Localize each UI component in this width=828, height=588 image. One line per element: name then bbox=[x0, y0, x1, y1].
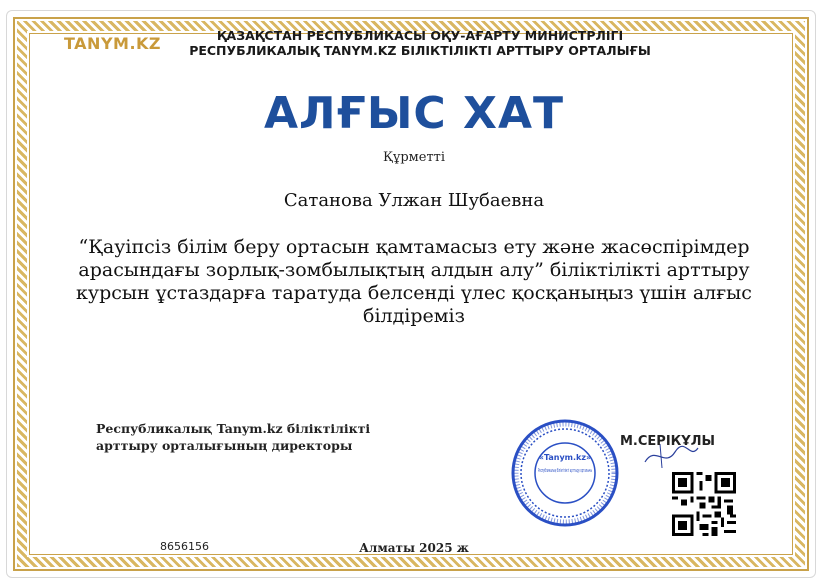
qr-code-icon bbox=[672, 472, 736, 536]
city-year: Алматы 2025 ж bbox=[359, 541, 469, 555]
certificate-title: АЛҒЫС ХАТ bbox=[263, 88, 565, 139]
serial-number: 8656156 bbox=[160, 540, 209, 553]
signer-position bbox=[96, 420, 416, 454]
tanym-logo: TANYM.KZ bbox=[64, 34, 162, 53]
ministry-header bbox=[150, 28, 690, 58]
director-name: М.СЕРІКҰЛЫ bbox=[620, 434, 715, 449]
signer-line-1: Республикалық Tanym.kz біліктілікті bbox=[96, 421, 371, 436]
official-seal-icon bbox=[510, 418, 620, 528]
recipient-name: Сатанова Улжан Шубаевна bbox=[283, 190, 545, 211]
seal-caption: Республикалық біліктілікті арттыру орталығы bbox=[538, 468, 593, 474]
seal-center-text: «Tanym.kz» bbox=[538, 453, 592, 462]
ministry-line-1: ҚАЗАҚСТАН РЕСПУБЛИКАСЫ ОҚУ-АҒАРТУ МИНИСТРЛІГІ bbox=[216, 28, 624, 43]
respect-salutation: Құрметті bbox=[382, 150, 446, 165]
signer-line-2: арттыру орталығының директоры bbox=[96, 438, 353, 453]
gratitude-text: “Қауіпсіз білім беру ортасын қамтамасыз ету және жасөспірімдер арасындағы зорлық-зомбылықтың алдын алу” біліктілікті арттыру курсын ұстаздарға таратуда белсенді үлес қосқаныңыз үшін алғыс білдіреміз bbox=[76, 236, 752, 327]
ministry-line-2: РЕСПУБЛИКАЛЫҚ TANYM.KZ БІЛІКТІЛІКТІ АРТТЫРУ ОРТАЛЫҒЫ bbox=[189, 43, 651, 58]
